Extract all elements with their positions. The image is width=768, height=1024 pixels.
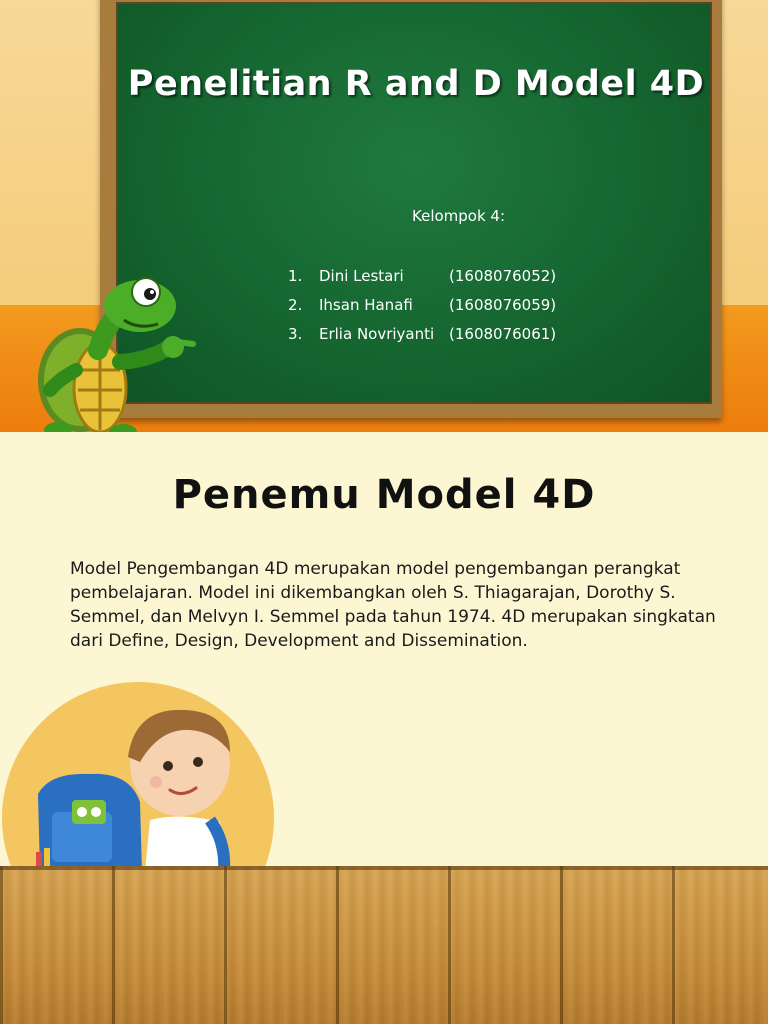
member-number: 1. [288,267,303,285]
member-number: 3. [288,325,303,343]
member-id: (1608076052) [449,267,557,285]
member-item [288,291,556,320]
member-name: Dini Lestari [319,267,404,285]
slide2-body-text: Model Pengembangan 4D merupakan model pengembangan perangkat pembelajaran. Model ini dikembangkan oleh S. Thiagarajan, Dorothy S. Semmel, dan Melvyn I. Semmel pada tahun 1974. 4D merupakan singkatan dari Define, Design, Development and Dissemination. [70,559,716,651]
member-name: Ihsan Hanafi [319,296,413,314]
kid-with-backpack-illustration [30,702,250,872]
member-item [288,262,556,291]
group-label: Kelompok 4: [412,207,506,225]
member-name: Erlia Novriyanti [319,325,435,343]
slide2-title: Penemu Model 4D [172,472,596,518]
member-item [288,320,556,349]
member-list [288,262,556,349]
turtle-illustration [28,270,198,432]
slide-2 [0,432,768,1024]
slide-1 [0,0,768,432]
member-id: (1608076061) [449,325,557,343]
wood-edge [0,866,768,870]
wood-plank-floor [0,866,768,1024]
member-number: 2. [288,296,303,314]
member-id: (1608076059) [449,296,557,314]
slide1-title: Penelitian R and D Model 4D [127,64,705,104]
